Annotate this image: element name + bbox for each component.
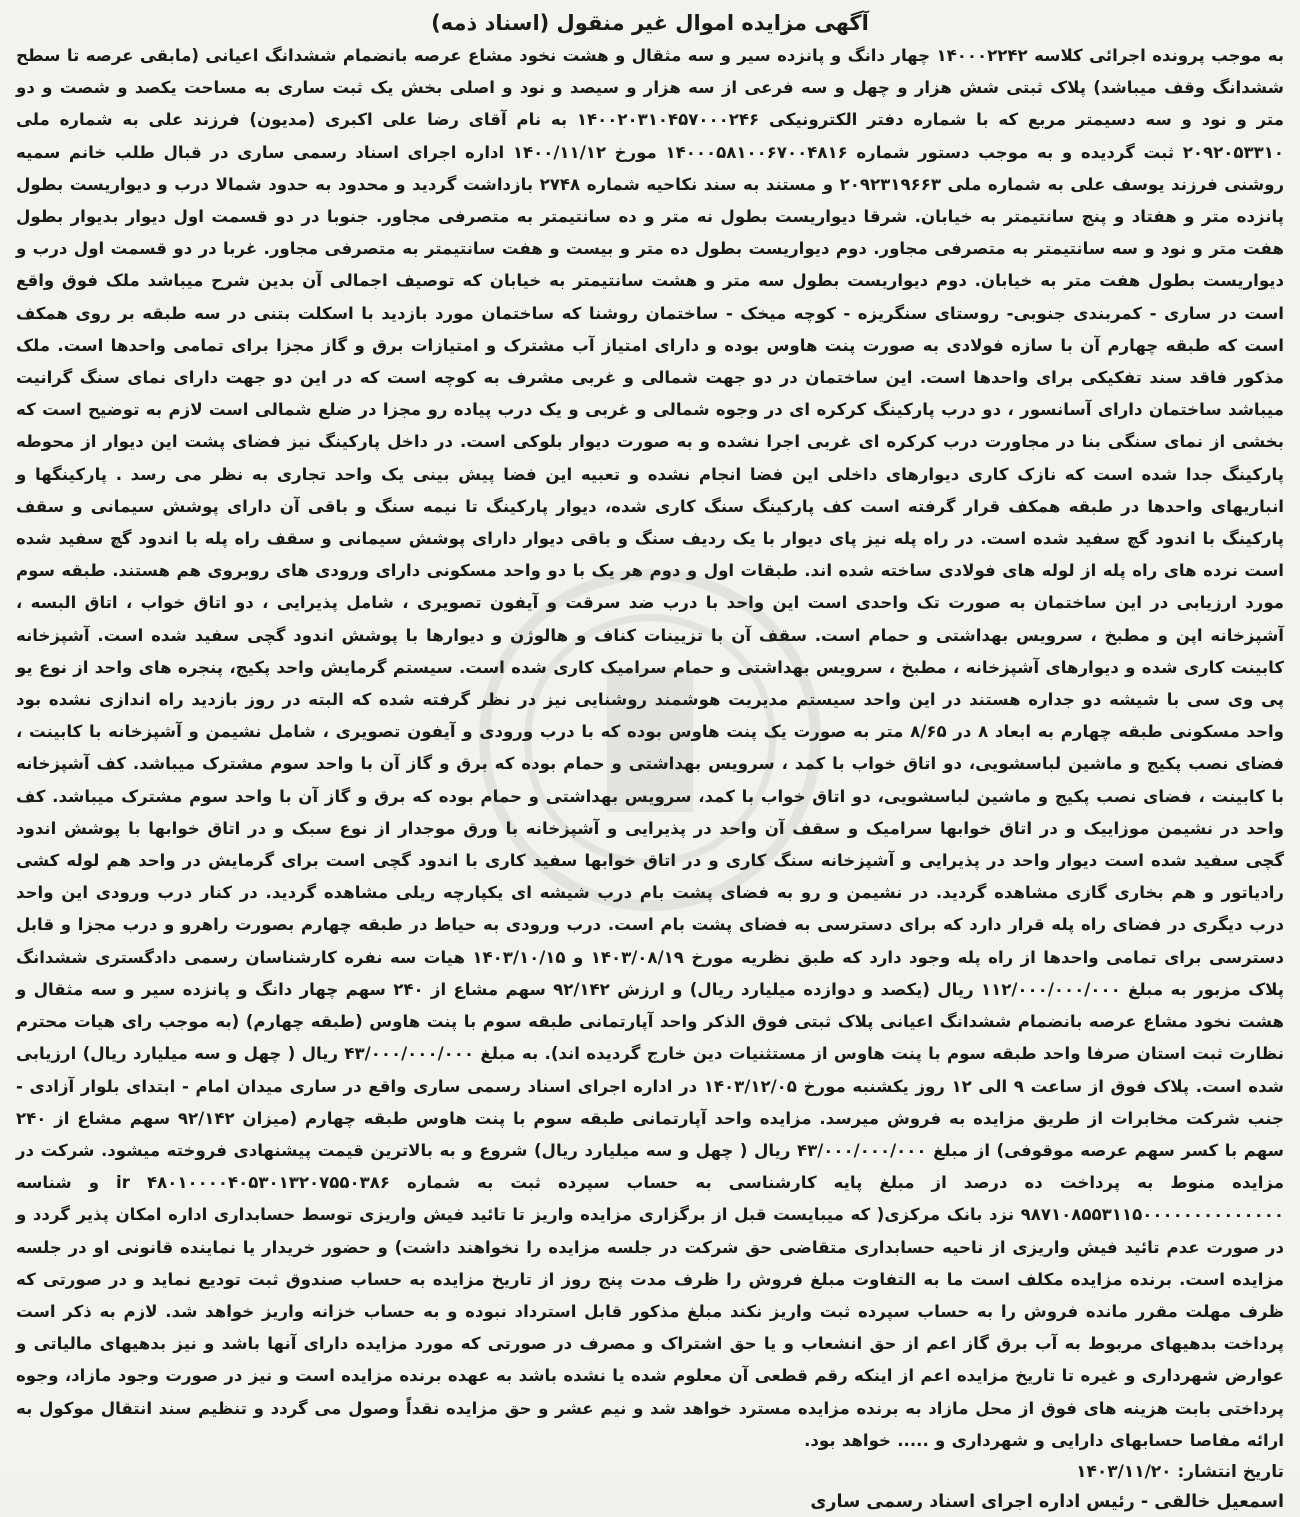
notice-title: آگهی مزایده اموال غیر منقول (اسناد ذمه) — [431, 11, 869, 35]
publish-date: تاریخ انتشار: ۱۴۰۳/۱۱/۲۰ — [1076, 1461, 1284, 1482]
signature-line: اسمعیل خالقی - رئیس اداره اجرای اسناد رسمی ساری — [810, 1491, 1284, 1512]
notice-body: به موجب پرونده اجرائی کلاسه ۱۴۰۰۰۲۲۴۲ چهار دانگ و پانزده سیر و سه مثقال و هشت نخود مشاع عرصه بانضمام ششدانگ اعیانی (مابقی عرصه تا سطح ششدانگ وقف میباشد) پلاک ثبتی شش هزار و چهل و سه فرعی از سه هزار و سیصد و نود و اصلی بخش یک ثبت ساری به مساحت یکصد و شصت و دو متر و نود و سه دسیمتر مربع که با شماره دفتر الکترونیکی ۱۴۰۰۲۰۳۱۰۴۵۷۰۰۰۲۴۶ به نام آقای رضا علی اکبری (مدیون) فرزند علی به شماره ملی ۲۰۹۲۰۵۳۳۱۰ ثبت گردیده و به موجب دستور شماره ۱۴۰۰۰۵۸۱۰۰۶۷۰۰۴۸۱۶ مورخ ۱۴۰۰/۱۱/۱۲ اداره اجرای اسناد رسمی ساری در قبال طلب خانم سمیه روشنی فرزند یوسف علی به شماره ملی ۲۰۹۲۳۱۹۶۶۳ و مستند به سند نکاحیه شماره ۲۷۴۸ بازداشت گردید و محدود به حدود شمالا درب و دیواریست بطول پانزده متر و هفتاد و پنج سانتیمتر به خیابان. شرقا دیواریست بطول نه متر و ده سانتیمتر به متصرفی مجاور. جنوبا در دو قسمت اول دیوار بدیوار بطول هفت متر و نود و سه سانتیمتر به متصرفی مجاور. دوم دیواریست بطول ده متر و بیست و هفت سانتیمتر به متصرفی مجاور. غربا در دو قسمت اول درب و دیواریست بطول هفت متر به خیابان. دوم دیواریست بطول سه متر و هشت سانتیمتر به خیابان که توصیف اجمالی آن بدین شرح میباشد ملک فوق واقع است در ساری - کمربندی جنوبی- روستای سنگریزه - کوچه میخک - ساختمان روشنا که ساختمان مورد بازدید با اسکلت بتنی در سه طبقه بر روی همکف است که طبقه چهارم آن با سازه فولادی به صورت پنت هاوس بوده و دارای امتیاز آب مشترک و امتیازات برق و گاز مجزا برای تمامی واحدها است. ملک مذکور فاقد سند تفکیکی برای واحدها است. این ساختمان در دو جهت شمالی و غربی مشرف به کوچه است که در این دو جهت دارای نمای سنگ گرانیت میباشد ساختمان دارای آسانسور ، دو درب پارکینگ کرکره ای در وجوه شمالی و غربی و یک درب پیاده رو مجزا در ضلع شمالی است لازم به توضیح است که بخشی از نمای سنگی بنا در مجاورت درب کرکره ای غربی اجرا نشده و به صورت دیوار بلوکی است. در داخل پارکینگ نیز فضای پشت این دیوار از محوطه پارکینگ جدا شده است که نازک کاری دیوارهای داخلی این فضا انجام نشده و تعبیه این فضا پیش بینی یک واحد تجاری به نظر می رسد . پارکینگها و انباریهای واحدها در طبقه همکف قرار گرفته است کف پارکینگ سنگ کاری شده، دیوار پارکینگ تا نیمه سنگ و باقی آن دارای پوشش سیمانی و سقف پارکینگ با اندود گچ سفید شده است. در راه پله نیز پای دیوار با یک ردیف سنگ و باقی دیوار دارای پوشش سیمانی و سقف راه پله با اندود گچ سفید شده است نرده های راه پله از لوله های فولادی ساخته شده اند. طبقات اول و دوم هر یک با دو واحد مسکونی دارای ورودی های روبروی هم هستند. طبقه سوم مورد ارزیابی در این ساختمان به صورت تک واحدی است این واحد با درب ضد سرقت و آیفون تصویری ، شامل پذیرایی ، دو اتاق خواب ، اتاق البسه ، آشپزخانه اپن و مطبخ ، سرویس بهداشتی و حمام است. سقف آن با تزیینات کناف و هالوژن و دیوارها با پوشش اندود گچی سفید شده است. آشپزخانه کابینت کاری شده و دیوارهای آشپزخانه ، مطبخ ، سرویس بهداشتی و حمام سرامیک کاری شده است. سیستم گرمایش واحد پکیج، پنجره های واحد از نوع یو پی وی سی با شیشه دو جداره هستند در این واحد سیستم مدیریت هوشمند روشنایی نیز در نظر گرفته شده که البته در روز بازدید راه اندازی نشده بود واحد مسکونی طبقه چهارم به ابعاد ۸ در ۸/۶۵ متر به صورت یک پنت هاوس بوده که با درب ورودی و آیفون تصویری ، شامل نشیمن و آشپزخانه با کابینت ، فضای نصب پکیج و ماشین لباسشویی، دو اتاق خواب با کمد ، سرویس بهداشتی و حمام بوده که برق و گاز آن با واحد سوم مشترک میباشد. کف آشپزخانه با کابینت ، فضای نصب پکیج و ماشین لباسشویی، دو اتاق خواب با کمد، سرویس بهداشتی و حمام بوده که برق و گاز آن با واحد سوم مشترک میباشد. کف واحد در نشیمن موزاییک و در اتاق خوابها سرامیک و سقف آن واحد در پذیرایی و آشپزخانه با ورق موجدار از نوع سبک و در اتاق خوابها با پوشش اندود گچی سفید شده است دیوار واحد در پذیرایی و آشپزخانه سنگ کاری و در اتاق خوابها سفید کاری با اندود گچی است برای گرمایش در واحد هم لوله کشی رادیاتور و هم بخاری گازی مشاهده گردید. در نشیمن و رو به فضای پشت بام درب شیشه ای یکپارچه ریلی مشاهده گردید. در کنار درب ورودی این واحد درب دیگری در فضای راه پله قرار دارد که برای دسترسی به فضای پشت بام است. درب ورودی به حیاط در طبقه چهارم بصورت راهرو و درب مجزا و قابل دسترسی برای تمامی واحدها از راه پله وجود دارد که طبق نظریه مورخ ۱۴۰۳/۰۸/۱۹ و ۱۴۰۳/۱۰/۱۵ هیات سه نفره کارشناسان رسمی دادگستری ششدانگ پلاک مزبور به مبلغ ۱۱۲/۰۰۰/۰۰۰/۰۰۰ ریال (یکصد و دوازده میلیارد ریال) و ارزش ۹۲/۱۴۲ سهم مشاع از ۲۴۰ سهم چهار دانگ و پانزده سیر و سه مثقال و هشت نخود مشاع عرصه بانضمام ششدانگ اعیانی پلاک ثبتی فوق الذکر واحد آپارتمانی طبقه سوم با پنت هاوس (طبقه چهارم) (به موجب رای هیات محترم نظارت ثبت استان صرفا واحد طبقه سوم با پنت هاوس از مستثنیات دین خارج گردیده اند). به مبلغ ۴۳/۰۰۰/۰۰۰/۰۰۰ ریال ( چهل و سه میلیارد ریال) ارزیابی شده است. پلاک فوق از ساعت ۹ الی ۱۲ روز یکشنبه مورخ ۱۴۰۳/۱۲/۰۵ در اداره اجرای اسناد رسمی ساری واقع در ساری میدان امام - ابتدای بلوار آزادی - جنب شرکت مخابرات از طریق مزایده به فروش میرسد. مزایده واحد آپارتمانی طبقه سوم با پنت هاوس طبقه چهارم (میزان ۹۲/۱۴۲ سهم مشاع از ۲۴۰ سهم با کسر سهم عرصه موقوفی) از مبلغ ۴۳/۰۰۰/۰۰۰/۰۰۰ ریال ( چهل و سه میلیارد ریال) شروع و به بالاترین قیمت پیشنهادی فروخته میشود. شرکت در مزایده منوط به پرداخت ده درصد از مبلغ پایه کارشناسی به حساب سپرده ثبت به شماره ۴۸۰۱۰۰۰۰۴۰۵۳۰۱۳۲۰۷۵۵۰۳۸۶ ir و شناسه ۹۸۷۱۰۸۵۵۳۱۱۵۰۰۰۰۰۰۰۰۰۰۰۰۰۰ نزد بانک مرکزی( که میبایست قبل از برگزاری مزایده واریز تا تائید فیش واریزی توسط حسابداری اداره امکان پذیر گردد و در صورت عدم تائید فیش واریزی از ناحیه حسابداری متقاضی حق شرکت در جلسه مزایده را نخواهند داشت) و حضور خریدار یا نماینده قانونی او در جلسه مزایده است. برنده مزایده مکلف است ما به التفاوت مبلغ فروش را ظرف مدت پنج روز از تاریخ مزایده به حساب صندوق ثبت تودیع نماید و در صورتی که ظرف مهلت مقرر مانده فروش را به حساب سپرده ثبت واریز نکند مبلغ مذکور قابل استرداد نبوده و به حساب خزانه واریز خواهد شد. لازم به ذکر است پرداخت بدهیهای مربوط به آب برق گاز اعم از حق انشعاب و یا حق اشتراک و مصرف در صورتی که مورد مزایده دارای آنها باشد و نیز بدهیهای مالیاتی و عوارض شهرداری و غیره تا تاریخ مزایده اعم از اینکه رقم قطعی آن معلوم شده یا نشده باشد به عهده برنده مزایده است و نیز در صورت وجود مازاد، وجوه پرداختی بابت هزینه های فوق از محل مازاد به برنده مزایده مسترد خواهد شد و نیم عشر و حق مزایده نقداً وصول می گردد و تنظیم سند انتقال موکول به ارائه مفاصا حسابهای دارایی و شهرداری و ..... خواهد بود. — [16, 46, 1285, 1450]
